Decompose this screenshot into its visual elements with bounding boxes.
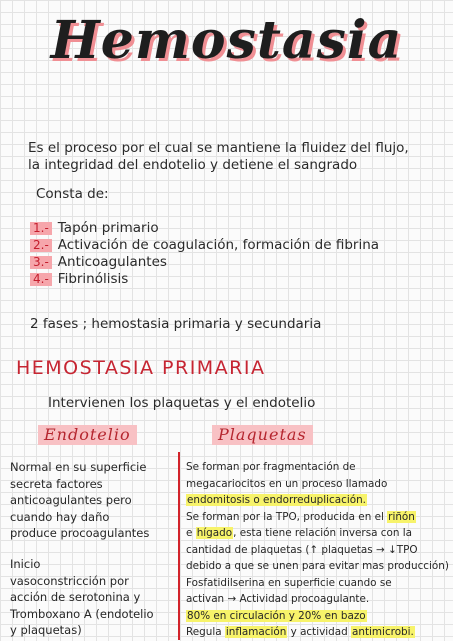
note-line: vasoconstricción por [10,573,129,588]
note-text: , esta tiene relación inversa con la [233,527,413,539]
note-line [186,624,451,641]
note-line: secreta factores [10,476,103,491]
note-text: y actividad [287,626,352,638]
fases-text: 2 fases ; hemostasia primaria y secundaria [30,316,322,332]
plaquetas-heading: Plaquetas [212,425,313,445]
list-text: Activación de coagulación, formación de fibrina [57,237,380,253]
list-item [30,271,379,288]
consta-list [30,220,379,288]
consta-label: Consta de: [36,186,109,202]
highlight: inflamación [225,626,287,638]
note-line: Inicio [10,557,41,571]
list-item [30,254,379,271]
endotelio-heading: Endotelio [38,425,137,445]
endotelio-notes [10,459,175,542]
note-line: megacariocitos en un proceso llamado [186,477,388,490]
list-number: 4.- [30,273,52,286]
note-text: e [186,527,196,539]
note-line [186,492,451,509]
note-line: produce procoagulantes [10,526,150,540]
note-line: anticoagulantes pero [10,493,132,507]
note-line: cantidad de plaquetas (↑ plaquetas → ↓TPO [186,543,418,556]
list-number: 1.- [30,222,52,235]
list-item [30,220,379,237]
list-text: Tapón primario [57,220,159,236]
page-title: Hemostasia [50,10,403,71]
section-heading: HEMOSTASIA PRIMARIA [16,357,266,379]
note-text: Regula [186,626,225,638]
highlight: antimicrobi. [352,626,414,638]
intro-line-2: la integridad del endotelio y detiene el sangrado [28,157,358,173]
note-line: activan → Actividad procoagulante. [186,593,370,605]
note-line: Se forman por fragmentación de [186,461,356,473]
list-number: 2.- [30,239,52,252]
intro-line-1: Es el proceso por el cual se mantiene la fluidez del flujo, [28,140,409,156]
list-text: Anticoagulantes [57,254,167,270]
intro-text [28,140,409,174]
note-line: y plaquetas) [10,623,82,637]
column-divider [178,452,180,640]
note-line: Fosfatidilserina en superficie cuando se [186,576,392,589]
note-line: debido a que se unen para evitar mas producción) [186,560,449,572]
highlight: hígado [196,527,233,539]
note-line: Tromboxano A (endotelio [10,606,154,621]
note-line: cuando hay daño [10,509,110,524]
plaquetas-notes [186,459,451,641]
highlight: riñón [388,510,415,523]
highlight: endomitosis o endorreduplicación. [187,494,366,506]
list-number: 3.- [30,256,52,269]
note-line [186,608,451,625]
endotelio-notes-2 [10,556,175,639]
note-line: Normal en su superficie [10,460,147,474]
list-text: Fibrinólisis [57,271,129,287]
note-line: acción de serotonina y [10,590,141,604]
note-line [186,525,451,542]
highlight: 80% en circulación y 20% en bazo [187,609,366,622]
note-text: Se forman por la TPO, producida en el [186,510,388,523]
intervienen-text: Intervienen los plaquetas y el endotelio [48,395,316,411]
note-line [186,509,451,526]
list-item [30,237,379,254]
